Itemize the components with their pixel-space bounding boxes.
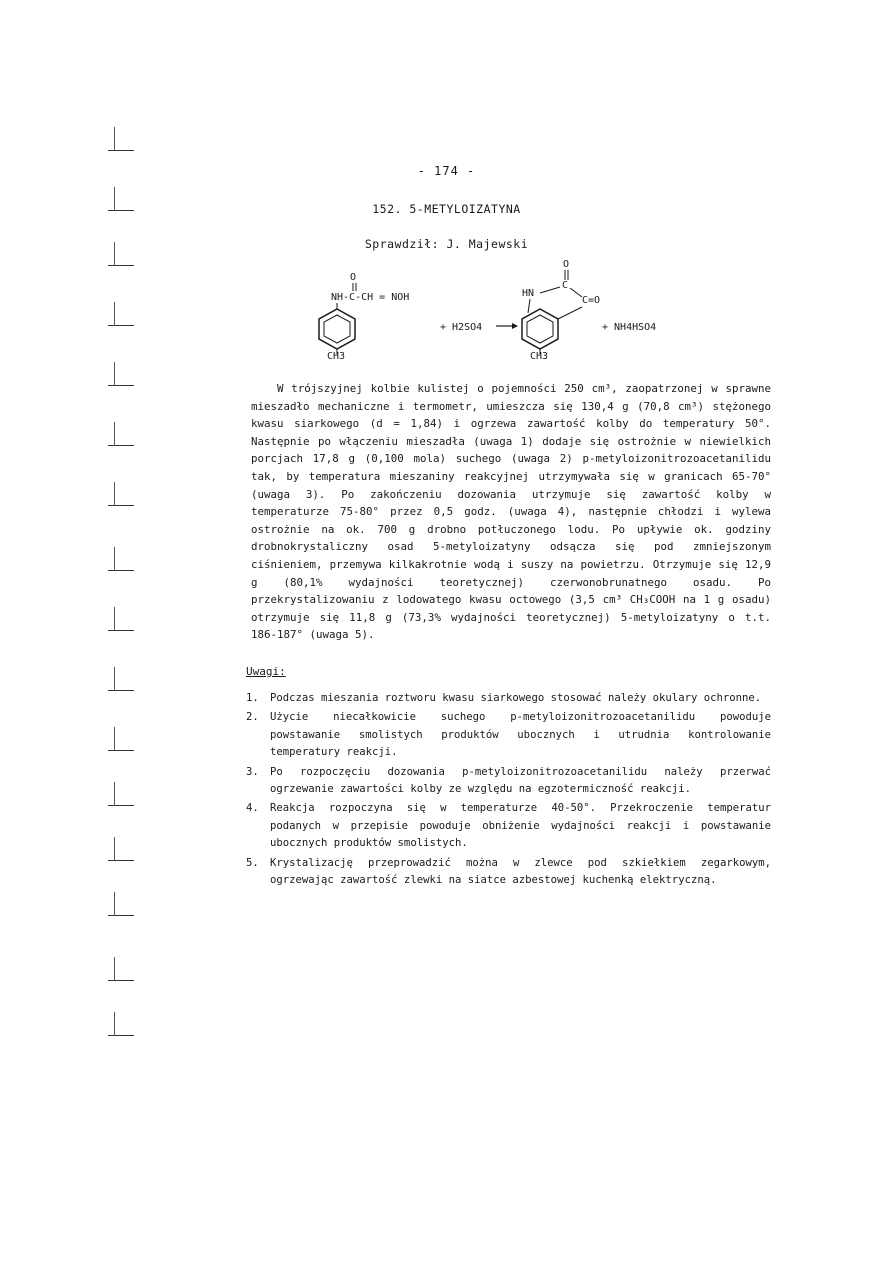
binding-mark bbox=[108, 265, 134, 266]
notes-heading: Uwagi: bbox=[246, 665, 286, 678]
note-number: 4. bbox=[246, 802, 259, 815]
binding-mark bbox=[108, 505, 134, 506]
note-number: 5. bbox=[246, 856, 259, 869]
binding-mark bbox=[108, 445, 134, 446]
binding-mark bbox=[108, 385, 134, 386]
binding-mark bbox=[108, 915, 134, 916]
procedure-text: W trójszyjnej kolbie kulistej o pojemności 250 cm³, zaopatrzonej w sprawne mieszadło mechaniczne i termometr, umieszcza się 130,4 g (70,8 cm³) stężonego kwasu siarkowego (d = 1,84) i ogrzewa zawartość kolby do temperatury 50°. Następnie po włączeniu mieszadła (uwaga 1) dodaje się ostrożnie w niewielkich porcjach 17,8 g (0,100 mola) suchego (uwaga 2) p-metyloizonitrozoacetanilidu tak, by temperatura mieszaniny reakcyjnej utrzymywała się w granicach 65-70° (uwaga 3). Po zakończeniu dozowania utrzymuje się zawartość kolby w temperaturze 75-80° przez 0,5 godz. (uwaga 4), następnie chłodzi i wylewa ostrożnie na ok. 700 g drobno potłuczonego lodu. Po upływie ok. godziny drobnokrystaliczny osad 5-metyloizatyny odsącza się pod zmniejszonym ciśnieniem, przemywa kilkakrotnie wodą i suszy na powietrzu. Otrzymuje się 12,9 g (80,1% wydajności teoretycznej) czerwonobrunatnego osadu. Po przekrystalizowaniu z lodowatego kwasu octowego (3,5 cm³ CH₃COOH na 1 g osadu) otrzymuje się 11,8 g (73,3% wydajności teoretycznej) 5-metyloizatyny o t.t. 186-187° (uwaga 5). bbox=[251, 382, 771, 642]
reactant-chain: NH-C-CH = NOH bbox=[331, 292, 410, 303]
procedure-paragraph bbox=[251, 380, 771, 644]
binding-mark bbox=[108, 1035, 134, 1036]
note-item bbox=[246, 690, 771, 707]
note-item bbox=[246, 764, 771, 799]
acid-label: + H2SO4 bbox=[440, 322, 483, 333]
note-number: 3. bbox=[246, 765, 259, 778]
binding-mark bbox=[108, 150, 134, 151]
reactant-structure bbox=[319, 272, 409, 362]
binding-mark bbox=[108, 630, 134, 631]
oxygen-label: O bbox=[350, 272, 357, 283]
product-structure bbox=[522, 259, 600, 362]
section-title: 152. 5-METYLOIZATYNA bbox=[372, 202, 521, 216]
note-text: Krystalizację przeprowadzić można w zlewce pod szkiełkiem zegarkowym, ogrzewając zawartość zlewki na siatce azbestowej kuchenką elektryczną. bbox=[270, 856, 771, 887]
note-item bbox=[246, 800, 771, 852]
note-number: 2. bbox=[246, 711, 259, 724]
checked-by-line: Sprawdził: J. Majewski bbox=[364, 237, 529, 251]
product-carbon: C bbox=[562, 280, 569, 291]
note-text: Podczas mieszania roztworu kwasu siarkowego stosować należy okulary ochronne. bbox=[270, 692, 762, 704]
byproduct-label: + NH4HSO4 bbox=[602, 322, 657, 333]
note-item bbox=[246, 709, 771, 761]
note-text: Reakcja rozpoczyna się w temperaturze 40-50°. Przekroczenie temperatur podanych w przepisie powoduje obniżenie wydajności reakcji i powstawanie ubocznych produktów smolistych. bbox=[270, 802, 771, 850]
reaction-scheme bbox=[300, 255, 700, 370]
note-number: 1. bbox=[246, 692, 259, 704]
binding-mark bbox=[108, 690, 134, 691]
notes-list bbox=[246, 690, 771, 891]
note-item bbox=[246, 855, 771, 890]
binding-mark bbox=[108, 750, 134, 751]
note-text: Po rozpoczęciu dozowania p-metyloizonitrozoacetanilidu należy przerwać ogrzewanie zawartości kolby ze względu na egzotermiczność reakcji. bbox=[270, 765, 771, 796]
product-co: C=O bbox=[582, 295, 601, 306]
note-text: Użycie niecałkowicie suchego p-metyloizonitrozoacetanilidu powoduje powstawanie smolistych produktów ubocznych i utrudnia kontrolowanie temperatury reakcji. bbox=[270, 711, 771, 759]
product-oxygen: O bbox=[563, 259, 570, 270]
product-hn: HN bbox=[522, 288, 535, 299]
binding-mark bbox=[108, 860, 134, 861]
binding-mark bbox=[108, 570, 134, 571]
binding-mark bbox=[108, 805, 134, 806]
binding-mark bbox=[108, 325, 134, 326]
reactant-methyl: CH3 bbox=[327, 351, 346, 362]
page-number: - 174 - bbox=[417, 164, 476, 178]
product-methyl: CH3 bbox=[530, 351, 549, 362]
binding-edge bbox=[108, 100, 134, 1120]
binding-mark bbox=[108, 980, 134, 981]
